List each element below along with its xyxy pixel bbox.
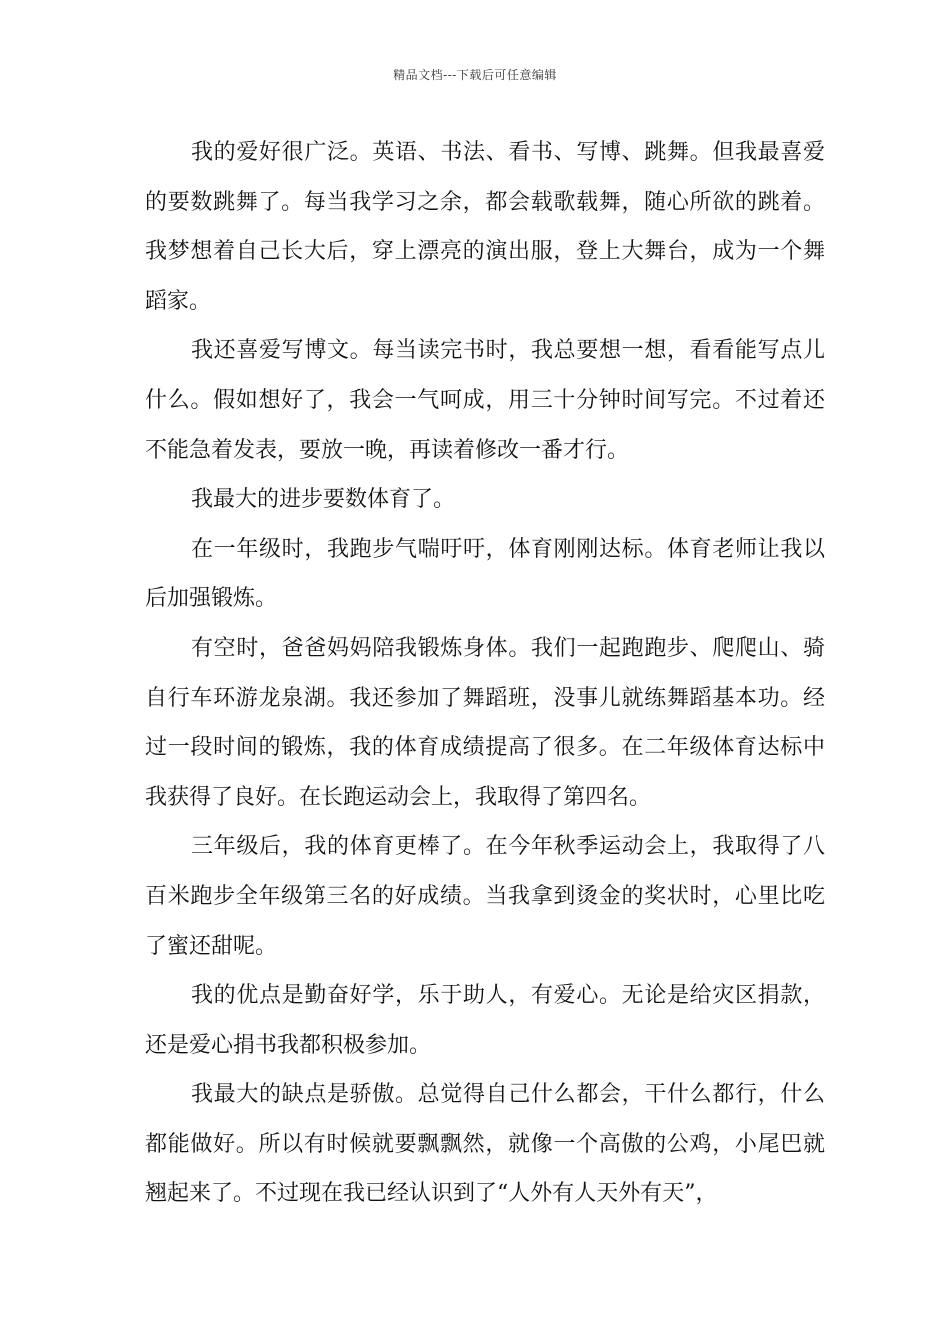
paragraph: 我最大的缺点是骄傲。总觉得自己什么都会，干什么都行，什么都能做好。所以有时候就要飘飘然，就像一个高傲的公鸡，小尾巴就翘起来了。不过现在我已经认识到了“人外有人天外有天”，	[145, 1082, 825, 1207]
paragraph: 我最大的进步要数体育了。	[191, 487, 456, 513]
paragraph: 我的爱好很广泛。英语、书法、看书、写博、跳舞。但我最喜爱的要数跳舞了。每当我学习之余，都会载歌载舞，随心所欲的跳着。我梦想着自己长大后，穿上漂亮的演出服，登上大舞台，成为一个舞蹈家。	[145, 140, 825, 314]
paragraph: 有空时，爸爸妈妈陪我锻炼身体。我们一起跑跑步、爬爬山、骑自行车环游龙泉湖。我还参加了舞蹈班，没事儿就练舞蹈基本功。经过一段时间的锻炼，我的体育成绩提高了很多。在二年级体育达标中我获得了良好。在长跑运动会上，我取得了第四名。	[145, 635, 825, 810]
paragraph: 我还喜爱写博文。每当读完书时，我总要想一想，看看能写点儿什么。假如想好了，我会一气呵成，用三十分钟时间写完。不过着还不能急着发表，要放一晚，再读着修改一番才行。	[145, 338, 825, 463]
document-body	[145, 128, 825, 1219]
paragraph: 三年级后，我的体育更棒了。在今年秋季运动会上，我取得了八百米跑步全年级第三名的好成绩。当我拿到烫金的奖状时，心里比吃了蜜还甜呢。	[145, 834, 825, 959]
paragraph: 我的优点是勤奋好学，乐于助人，有爱心。无论是给灾区捐款，还是爱心捐书我都积极参加。	[145, 983, 825, 1058]
paragraph: 在一年级时，我跑步气喘吁吁，体育刚刚达标。体育老师让我以后加强锻炼。	[145, 536, 825, 612]
page-header: 精品文档---下载后可任意编辑	[393, 68, 557, 82]
